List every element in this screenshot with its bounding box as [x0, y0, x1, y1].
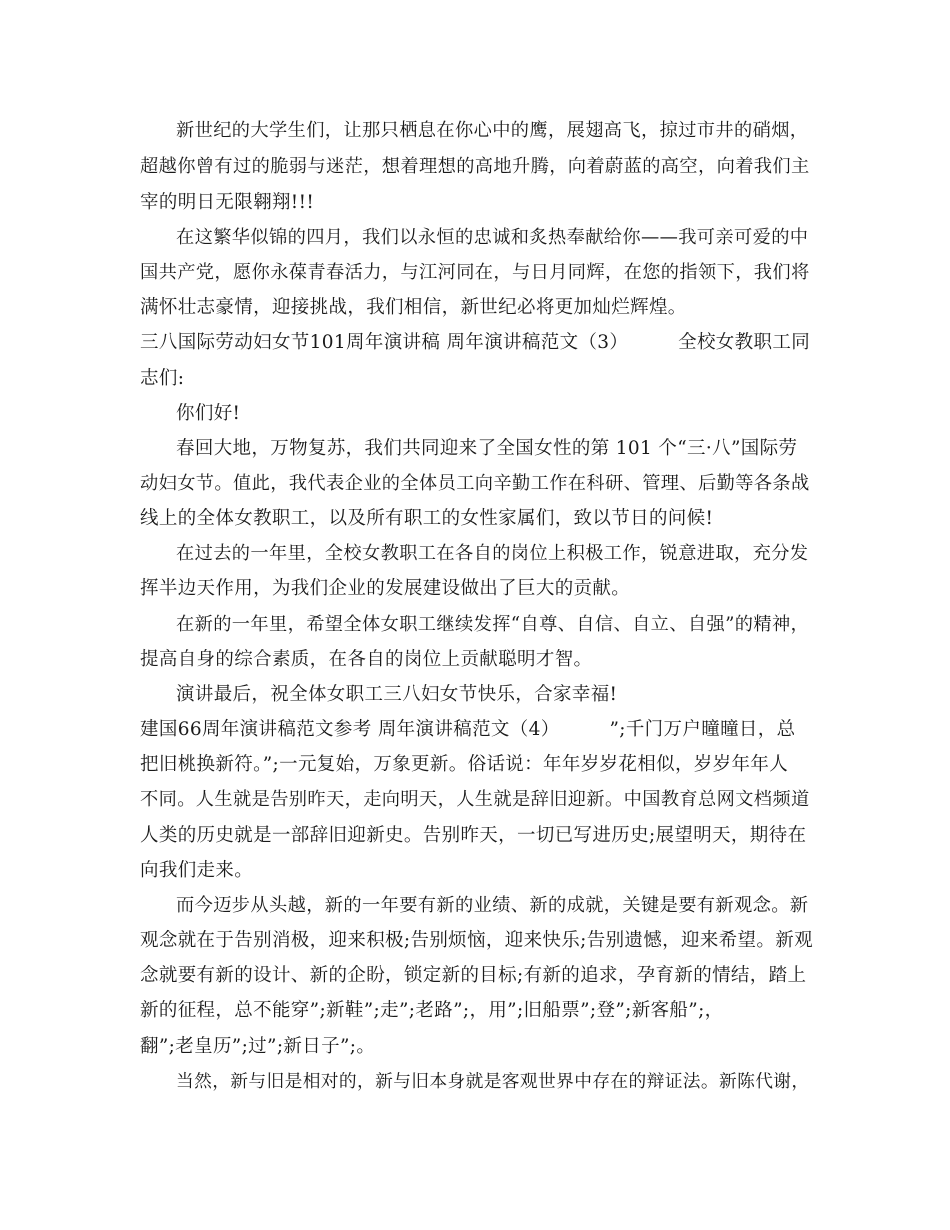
- text-line: 新世纪的大学生们，让那只栖息在你心中的鹰，展翅高飞，掠过市井的硝烟，: [176, 120, 809, 141]
- text-line: 演讲最后，祝全体女职工三八妇女节快乐，合家幸福!: [176, 684, 618, 705]
- section-heading-line: 建国66周年演讲稿范文参考 周年演讲稿范文（4） ”;千门万户曈曈日，总: [140, 719, 796, 740]
- text-line: 春回大地，万物复苏，我们共同迎来了全国女性的第 101 个“三·八”国际劳: [176, 438, 798, 459]
- text-line: 在过去的一年里，全校女教职工在各自的岗位上积极工作，锐意进取，充分发: [176, 543, 809, 564]
- text-line: 新的征程，总不能穿”;新鞋”;走”;老路”;，用”;旧船票”;登”;新客船”;，: [140, 1000, 724, 1021]
- text-line: 把旧桃换新符。”;一元复始，万象更新。俗话说：年年岁岁花相似，岁岁年年人: [140, 754, 789, 775]
- text-line: 提高自身的综合素质，在各自的岗位上贡献聪明才智。: [140, 649, 593, 670]
- text-line: 不同。人生就是告别昨天，走向明天，人生就是辞旧迎新。中国教育总网文档频道: [140, 789, 810, 810]
- text-line: 挥半边天作用，为我们企业的发展建设做出了巨大的贡献。: [140, 578, 631, 599]
- text-line: 向我们走来。: [140, 860, 254, 881]
- text-line: 在这繁华似锦的四月，我们以永恒的忠诚和炙热奉献给你——我可亲可爱的中: [176, 227, 809, 248]
- text-line: 在新的一年里，希望全体女职工继续发挥“自尊、自信、自立、自强”的精神，: [176, 614, 810, 635]
- text-line: 宰的明日无限翱翔!!!: [140, 192, 315, 213]
- text-line: 国共产党，愿你永葆青春活力，与江河同在，与日月同辉，在您的指领下，我们将: [140, 262, 810, 283]
- section-heading-line: 三八国际劳动妇女节101周年演讲稿 周年演讲稿范文（3） 全校女教职工同: [140, 332, 811, 353]
- text-line: 念就要有新的设计、新的企盼，锁定新的目标;有新的追求，孕育新的情结，踏上: [140, 965, 807, 986]
- text-line: 而今迈步从头越，新的一年要有新的业绩、新的成就，关键是要有新观念。新: [176, 895, 809, 916]
- text-line: 观念就在于告别消极，迎来积极;告别烦恼，迎来快乐;告别遗憾，迎来希望。新观: [140, 930, 813, 951]
- text-line: 你们好!: [176, 403, 241, 424]
- text-line: 当然，新与旧是相对的，新与旧本身就是客观世界中存在的辩证法。新陈代谢，: [176, 1072, 810, 1092]
- text-line: 满怀壮志豪情，迎接挑战，我们相信，新世纪必将更加灿烂辉煌。: [140, 297, 687, 318]
- text-line: 超越你曾有过的脆弱与迷茫，想着理想的高地升腾，向着蔚蓝的高空，向着我们主: [140, 156, 810, 177]
- text-line: 线上的全体女教职工，以及所有职工的女性家属们，致以节日的问候!: [140, 508, 714, 529]
- text-line: 人类的历史就是一部辞旧迎新史。告别昨天，一切已写进历史;展望明天，期待在: [140, 825, 807, 846]
- text-line: 动妇女节。值此，我代表企业的全体员工向辛勤工作在科研、管理、后勤等各条战: [140, 473, 810, 494]
- text-line: 志们:: [140, 368, 185, 389]
- text-line: 翻”;老皇历”;过”;新日子”;。: [140, 1036, 376, 1057]
